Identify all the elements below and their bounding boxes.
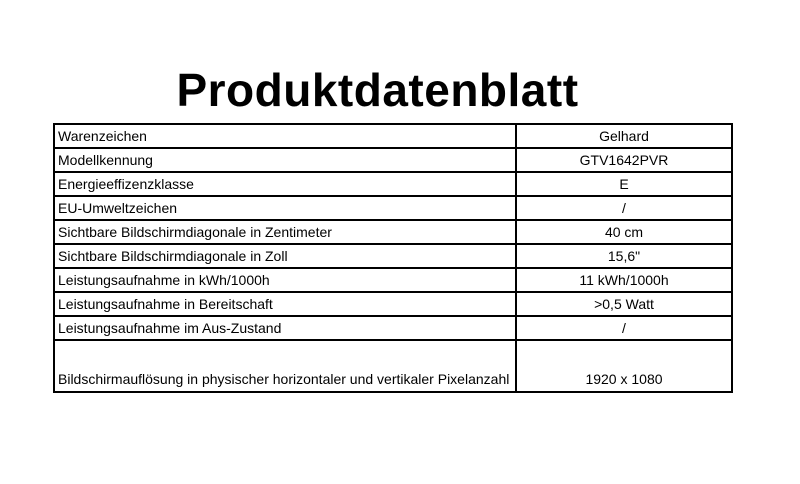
page-title: Produktdatenblatt <box>176 64 579 116</box>
row-label: Sichtbare Bildschirmdiagonale in Zentimeter <box>54 220 516 244</box>
row-label: Leistungsaufnahme in kWh/1000h <box>54 268 516 292</box>
row-label: Bildschirmauflösung in physischer horizontaler und vertikaler Pixelanzahl <box>54 340 516 392</box>
row-value: 11 kWh/1000h <box>516 268 732 292</box>
row-value: / <box>516 196 732 220</box>
table-row <box>54 292 732 316</box>
table-row <box>54 220 732 244</box>
row-label: Leistungsaufnahme in Bereitschaft <box>54 292 516 316</box>
row-value: E <box>516 172 732 196</box>
table-row <box>54 148 732 172</box>
row-value: 15,6" <box>516 244 732 268</box>
row-value: >0,5 Watt <box>516 292 732 316</box>
table-row <box>54 316 732 340</box>
row-value: Gelhard <box>516 124 732 148</box>
row-value: 40 cm <box>516 220 732 244</box>
row-value: GTV1642PVR <box>516 148 732 172</box>
table-row <box>54 268 732 292</box>
product-data-table <box>53 123 733 393</box>
row-value: / <box>516 316 732 340</box>
row-label: Modellkennung <box>54 148 516 172</box>
row-label: Sichtbare Bildschirmdiagonale in Zoll <box>54 244 516 268</box>
row-label: Energieeffizenzklasse <box>54 172 516 196</box>
row-value: 1920 x 1080 <box>516 340 732 392</box>
row-label: Leistungsaufnahme im Aus-Zustand <box>54 316 516 340</box>
row-label: EU-Umweltzeichen <box>54 196 516 220</box>
table-row <box>54 340 732 392</box>
table-row <box>54 196 732 220</box>
table-row <box>54 172 732 196</box>
table-row <box>54 244 732 268</box>
table-row <box>54 124 732 148</box>
row-label: Warenzeichen <box>54 124 516 148</box>
